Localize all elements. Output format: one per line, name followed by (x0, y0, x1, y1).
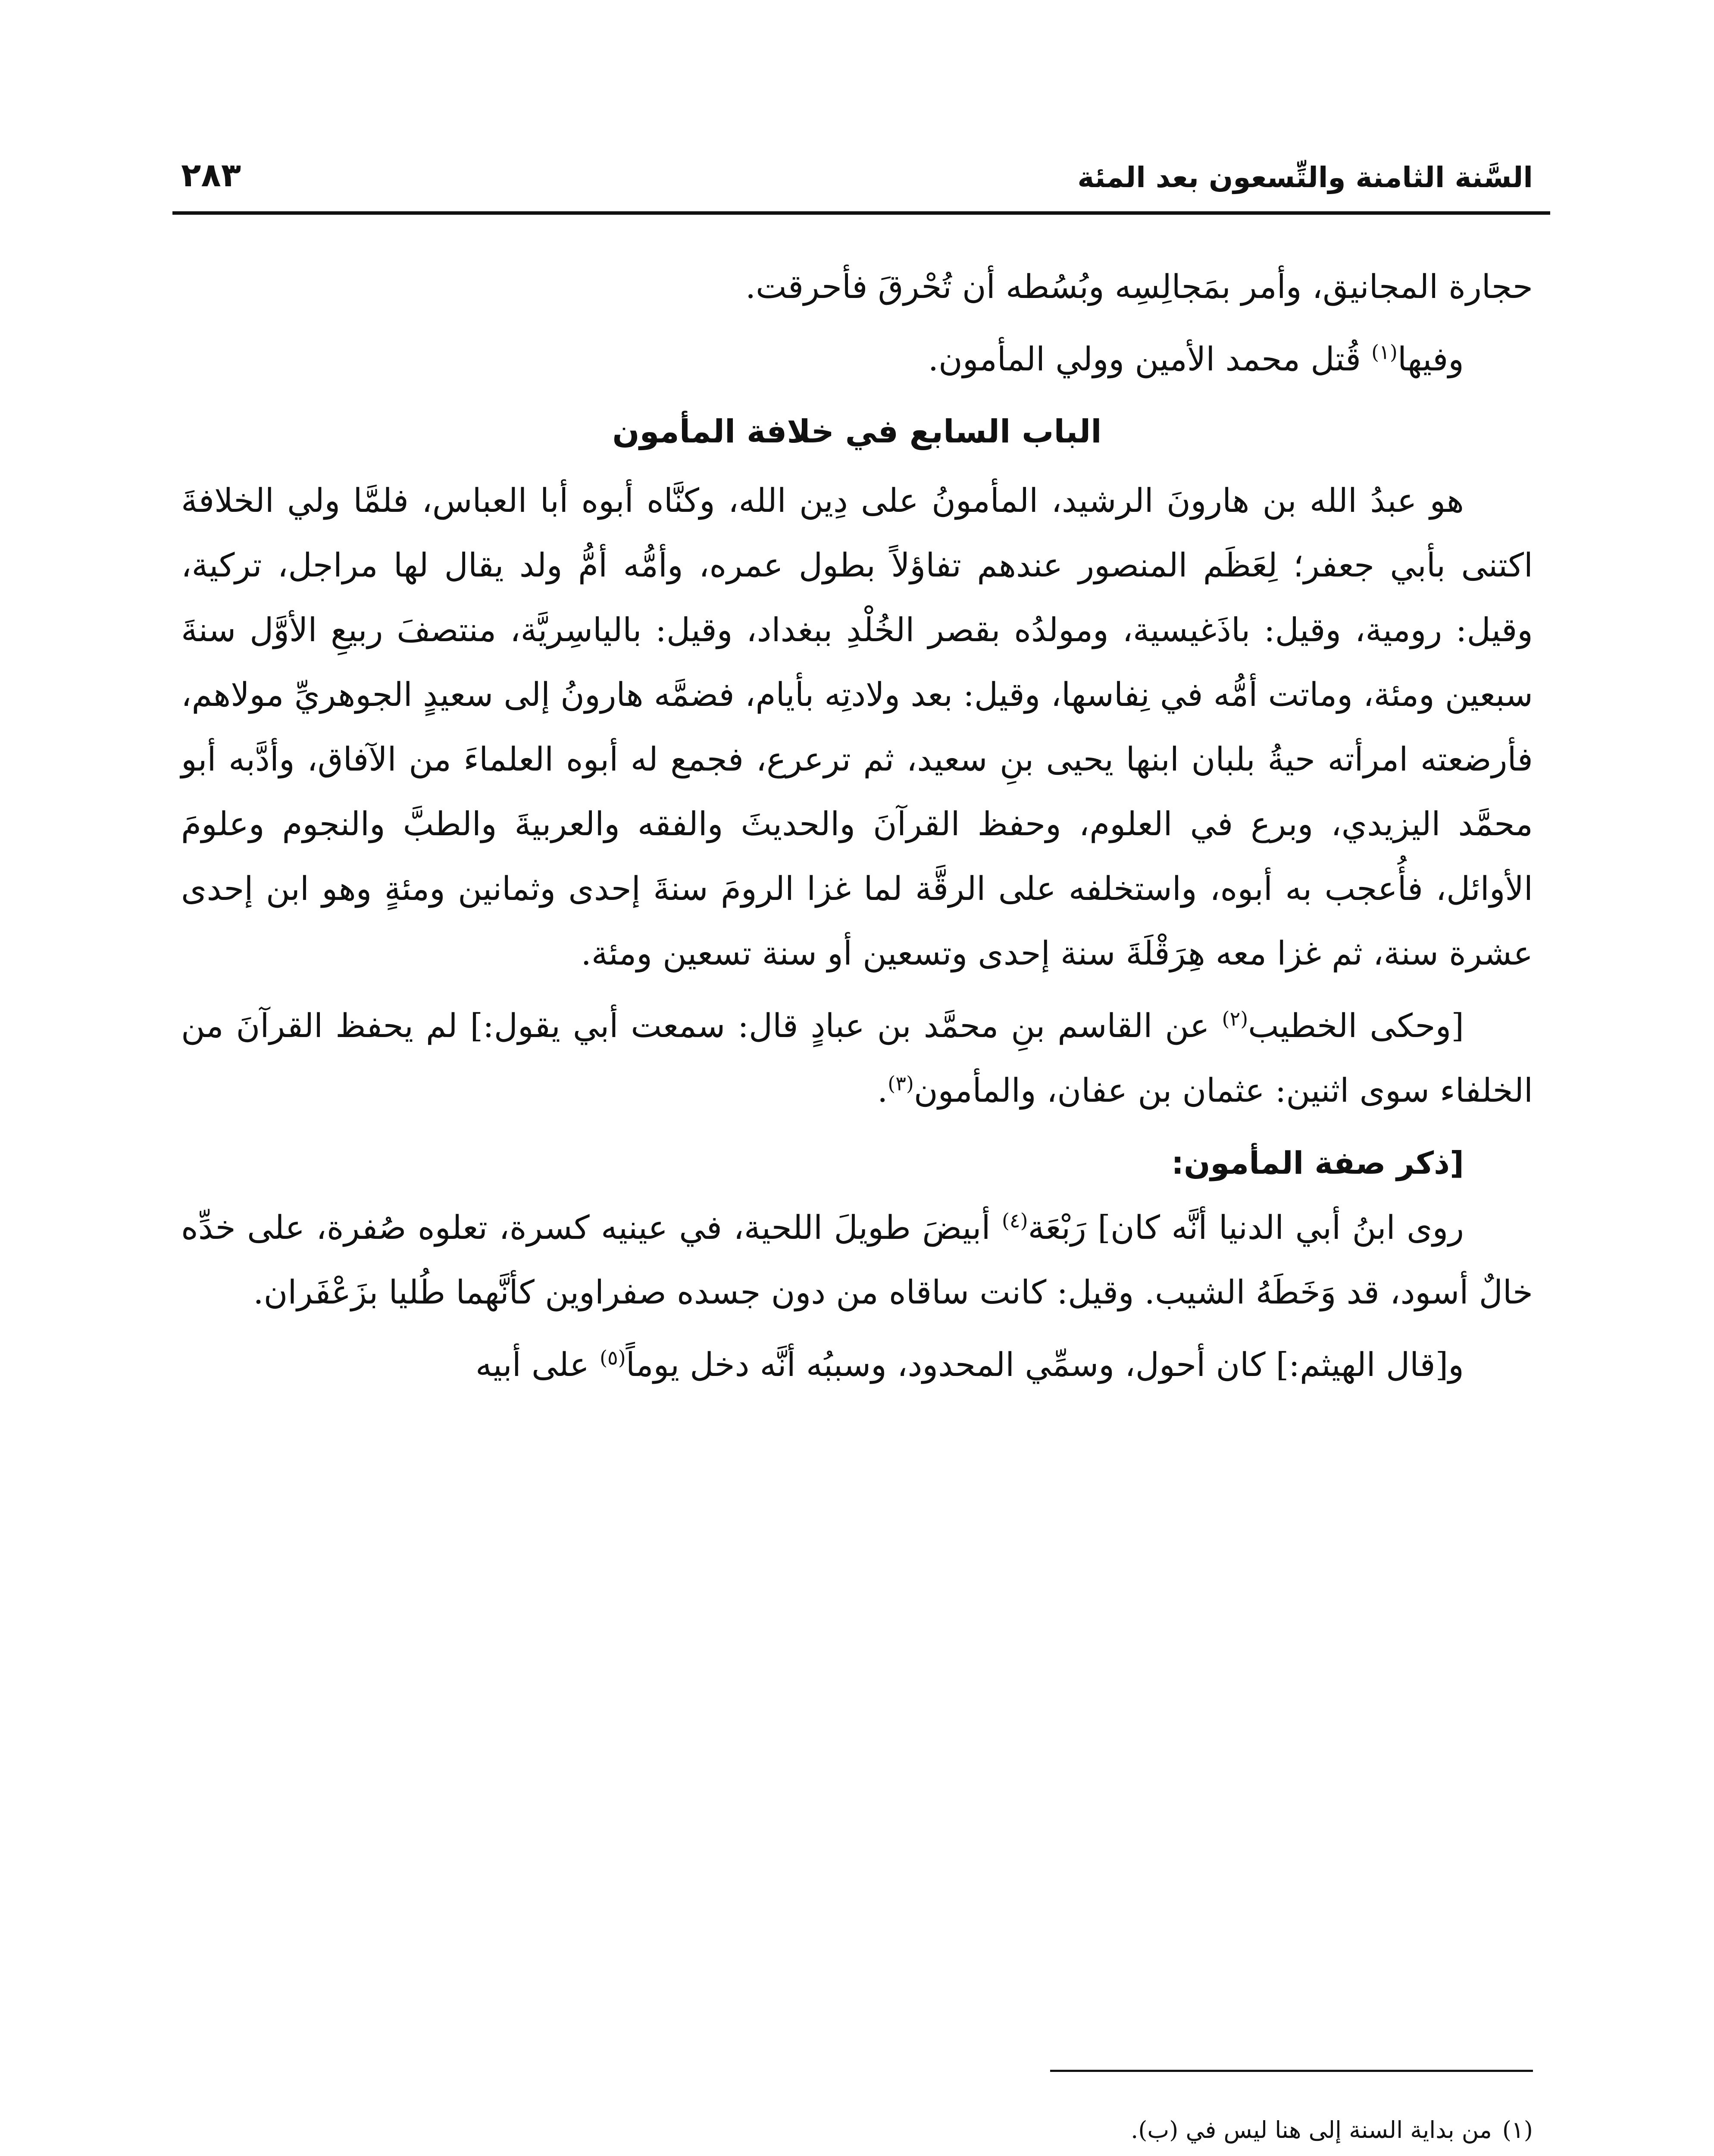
running-header (181, 129, 1533, 194)
paragraph-6-text-end: على أبيه (475, 1345, 600, 1384)
footnote-ref-3: (٣) (888, 1072, 914, 1095)
footnote-ref-4: (٤) (1001, 1209, 1028, 1232)
paragraph-6-text-start: و[قال الهيثم:] كان أحول، وسمِّي المحدود، وسببُه أنَّه دخل يوماً (626, 1345, 1464, 1384)
page-number: ٢٨٣ (181, 156, 241, 194)
paragraph-2 (181, 327, 1533, 392)
paragraph-5-text-end: أبيضَ طويلَ اللحية، في عينيه كسرة، تعلوه صُفرة، على خدِّه خالٌ أسود، قد وَخَطَهُ الشيب. وقيل: كانت ساقاه من دون جسده صفراوين كأنَّهما طُليا بزَعْفَران. (181, 1208, 1533, 1311)
paragraph-4 (181, 993, 1533, 1123)
footnote (181, 2104, 1533, 2156)
footnote-ref-2: (٢) (1222, 1007, 1248, 1031)
footnote-number: (١) (1502, 2116, 1533, 2143)
paragraph-5-text-start: روى ابنُ أبي الدنيا أنَّه كان] رَبْعَة (1028, 1208, 1464, 1247)
paragraph-4-text-middle: عن القاسم بنِ محمَّد بن عبادٍ قال: سمعت أبي يقول:] لم يحفظ القرآنَ من الخلفاء سوى اثنين: عثمان بن عفان، والمأمون (181, 1006, 1533, 1109)
paragraph-1 (181, 254, 1533, 319)
section-subheading: [ذكر صفة المأمون: (1171, 1145, 1464, 1181)
running-title: السَّنة الثامنة والتِّسعون بعد المئة (1077, 161, 1533, 194)
paragraph-2-text-start: وفيها (1397, 340, 1464, 378)
footnote-ref-5: (٥) (600, 1346, 626, 1369)
header-rule (172, 211, 1550, 215)
footnote-text: من بداية السنة إلى هنا ليس في (ب). (1131, 2116, 1492, 2143)
footnote-rule (1050, 2070, 1533, 2072)
paragraph-3 (181, 468, 1533, 986)
main-text (181, 254, 1533, 1405)
footnotes (181, 2104, 1533, 2156)
paragraph-6 (181, 1332, 1533, 1397)
paragraph-5 (181, 1195, 1533, 1325)
paragraph-1-text: حجارة المجانيق، وأمر بمَجالِسِه وبُسُطه أن تُحْرقَ فأحرقت. (745, 267, 1533, 306)
paragraph-4-text-end: . (877, 1071, 888, 1109)
paragraph-2-text-end: قُتل محمد الأمين وولي المأمون. (928, 340, 1372, 378)
paragraph-3-text: هو عبدُ الله بن هارونَ الرشيد، المأمونُ على دِين الله، وكنَّاه أبوه أبا العباس، فلمَّا ولي الخلافةَ اكتنى بأبي جعفر؛ لِعَظَم المنصور عندهم تفاؤلاً بطول عمره، وأمُّه أمُّ ولد يقال لها مراجل، تركية، وقيل: رومية، وقيل: باذَغيسية، ومولدُه بقصر الخُلْدِ ببغداد، وقيل: بالياسِريَّة، منتصفَ ربيعِ الأوَّل سنةَ سبعين ومئة، وماتت أمُّه في نِفاسها، وقيل: بعد ولادتِه بأيام، فضمَّه هارونُ إلى سعيدٍ الجوهريِّ مولاهم، فأرضعته امرأته حيةُ بلبان ابنها يحيى بنِ سعيد، ثم ترعرع، فجمع له أبوه العلماءَ من الآفاق، وأدَّبه أبو محمَّد اليزيدي، وبرع في العلوم، وحفظ القرآنَ والحديثَ والفقه والعربيةَ والطبَّ والنجوم وعلومَ الأوائل، فأُعجب به أبوه، واستخلفه على الرقَّة لما غزا الرومَ سنةَ إحدى وثمانين ومئةٍ وهو ابن إحدى عشرة سنة، ثم غزا معه هِرَقْلَةَ سنة إحدى وتسعين أو سنة تسعين ومئة. (181, 481, 1533, 972)
chapter-heading: الباب السابع في خلافة المأمون (612, 413, 1102, 450)
paragraph-4-text-start: [وحكى الخطيب (1248, 1006, 1464, 1045)
footnote-ref-1: (١) (1371, 340, 1398, 364)
